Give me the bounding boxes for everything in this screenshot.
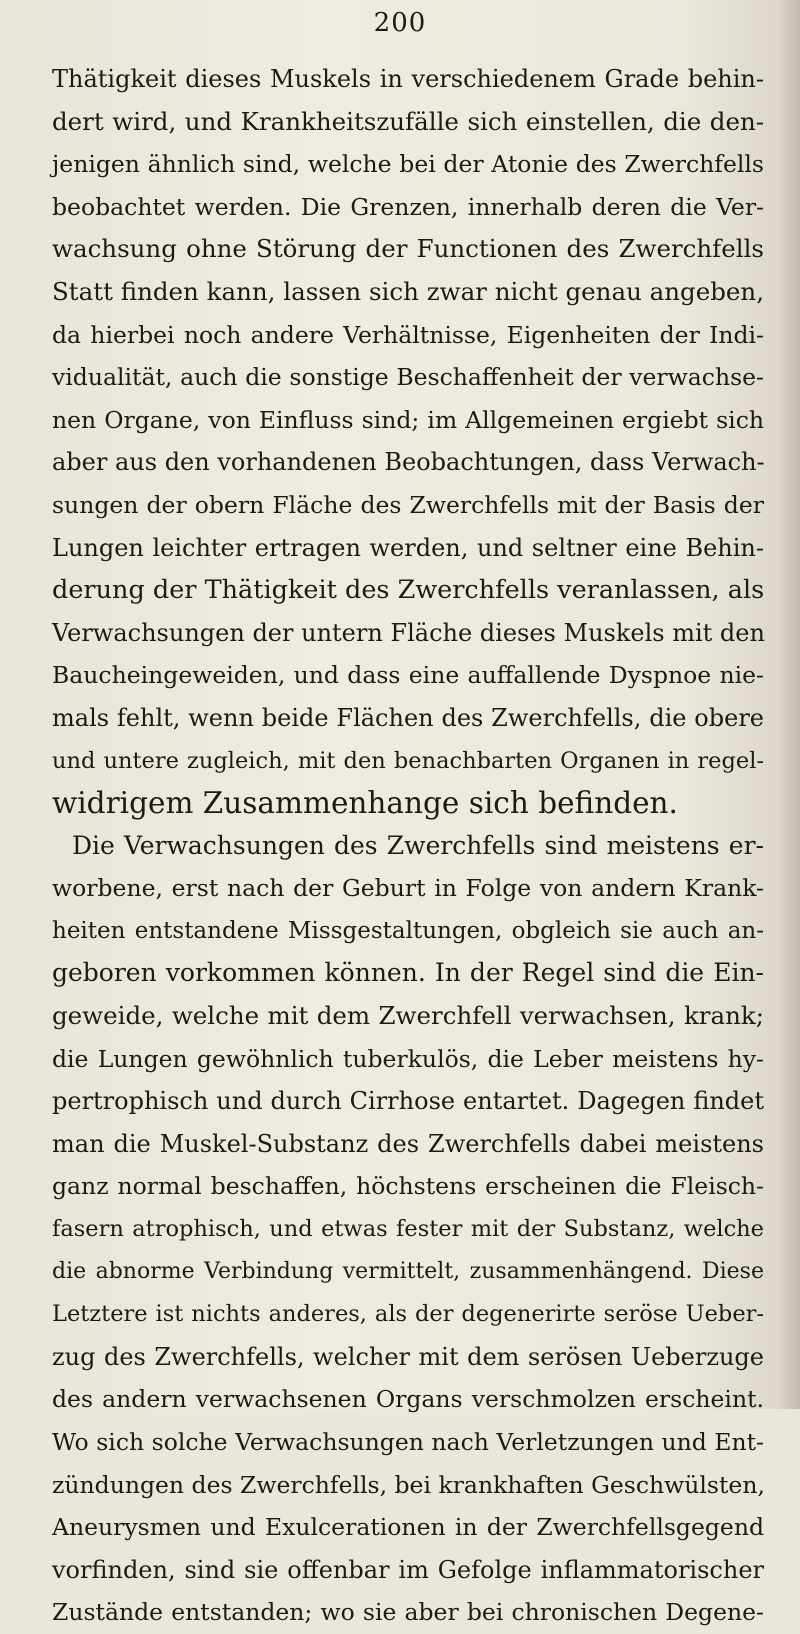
text-line: derung der Thätigkeit des Zwerchfells veranlassen, als — [52, 575, 765, 606]
text-line: pertrophisch und durch Cirrhose entartet. Dagegen findet — [52, 1087, 764, 1116]
text-line: Die Verwachsungen des Zwerchfells sind meistens er- — [72, 830, 764, 860]
text-line: geboren vorkommen können. In der Regel sind die Ein- — [52, 958, 764, 988]
text-line: die Lungen gewöhnlich tuberkulös, die Leber meistens hy- — [52, 1044, 764, 1073]
text-line: fasern atrophisch, und etwas fester mit der Substanz, welche — [52, 1216, 764, 1243]
text-line: worbene, erst nach der Geburt in Folge von andern Krank- — [52, 874, 764, 903]
page-edge-shadow — [778, 0, 800, 1409]
text-line: Lungen leichter ertragen werden, und seltner eine Behin- — [52, 533, 764, 562]
text-line: nen Organe, von Einfluss sind; im Allgemeinen ergiebt sich — [52, 405, 764, 434]
text-line: aber aus den vorhandenen Beobachtungen, dass Verwach- — [52, 448, 765, 477]
text-line: Statt finden kann, lassen sich zwar nicht genau angeben, — [52, 276, 764, 306]
text-line: Letztere ist nichts anderes, als der degenerirte seröse Ueber- — [52, 1301, 764, 1328]
text-line: Thätigkeit dieses Muskels in verschiedenem Grade behin- — [52, 65, 764, 93]
text-line: vidualität, auch die sonstige Beschaffenheit der verwachse- — [52, 363, 764, 392]
text-line: die abnorme Verbindung vermittelt, zusammenhängend. Diese — [52, 1258, 764, 1284]
text-line: Wo sich solche Verwachsungen nach Verletzungen und Ent- — [52, 1428, 764, 1456]
text-line: beobachtet werden. Die Grenzen, innerhalb deren die Ver- — [52, 192, 764, 221]
text-line: Aneurysmen und Exulcerationen in der Zwerchfellsgegend — [52, 1513, 764, 1542]
text-line: man die Muskel-Substanz des Zwerchfells dabei meistens — [52, 1129, 764, 1158]
text-line: jenigen ähnlich sind, welche bei der Atonie des Zwerchfells — [52, 150, 764, 179]
text-line: sungen der obern Fläche des Zwerchfells mit der Basis der — [52, 490, 764, 519]
text-line: zündungen des Zwerchfells, bei krankhaften Geschwülsten, — [52, 1470, 765, 1499]
text-line: ganz normal beschaffen, höchstens erscheinen die Fleisch- — [52, 1172, 764, 1201]
text-line: heiten entstandene Missgestaltungen, obgleich sie auch an- — [52, 917, 764, 944]
text-line: mals fehlt, wenn beide Flächen des Zwerchfells, die obere — [52, 703, 764, 732]
text-line: Baucheingeweiden, und dass eine auffallende Dyspnoe nie- — [52, 661, 764, 690]
text-line: des andern verwachsenen Organs verschmolzen erscheint. — [52, 1385, 764, 1414]
text-line: Zustände entstanden; wo sie aber bei chronischen Degene- — [52, 1598, 764, 1627]
page-number: 200 — [373, 8, 427, 38]
text-line: dert wird, und Krankheitszufälle sich einstellen, die den- — [52, 106, 764, 136]
text-line: und untere zugleich, mit den benachbarten Organen in regel- — [52, 747, 764, 774]
text-line: geweide, welche mit dem Zwerchfell verwachsen, krank; — [52, 1001, 764, 1031]
text-line: vorfinden, sind sie offenbar im Gefolge inflammatorischer — [52, 1555, 764, 1584]
body-text — [52, 58, 764, 1634]
text-line: wachsung ohne Störung der Functionen des Zwerchfells — [52, 234, 764, 264]
text-line: widrigem Zusammenhange sich befinden. — [52, 786, 678, 821]
text-line: da hierbei noch andere Verhältnisse, Eigenheiten der Indi- — [52, 320, 764, 349]
text-line: Verwachsungen der untern Fläche dieses Muskels mit den — [52, 618, 765, 647]
text-line: zug des Zwerchfells, welcher mit dem serösen Ueberzuge — [52, 1342, 764, 1371]
